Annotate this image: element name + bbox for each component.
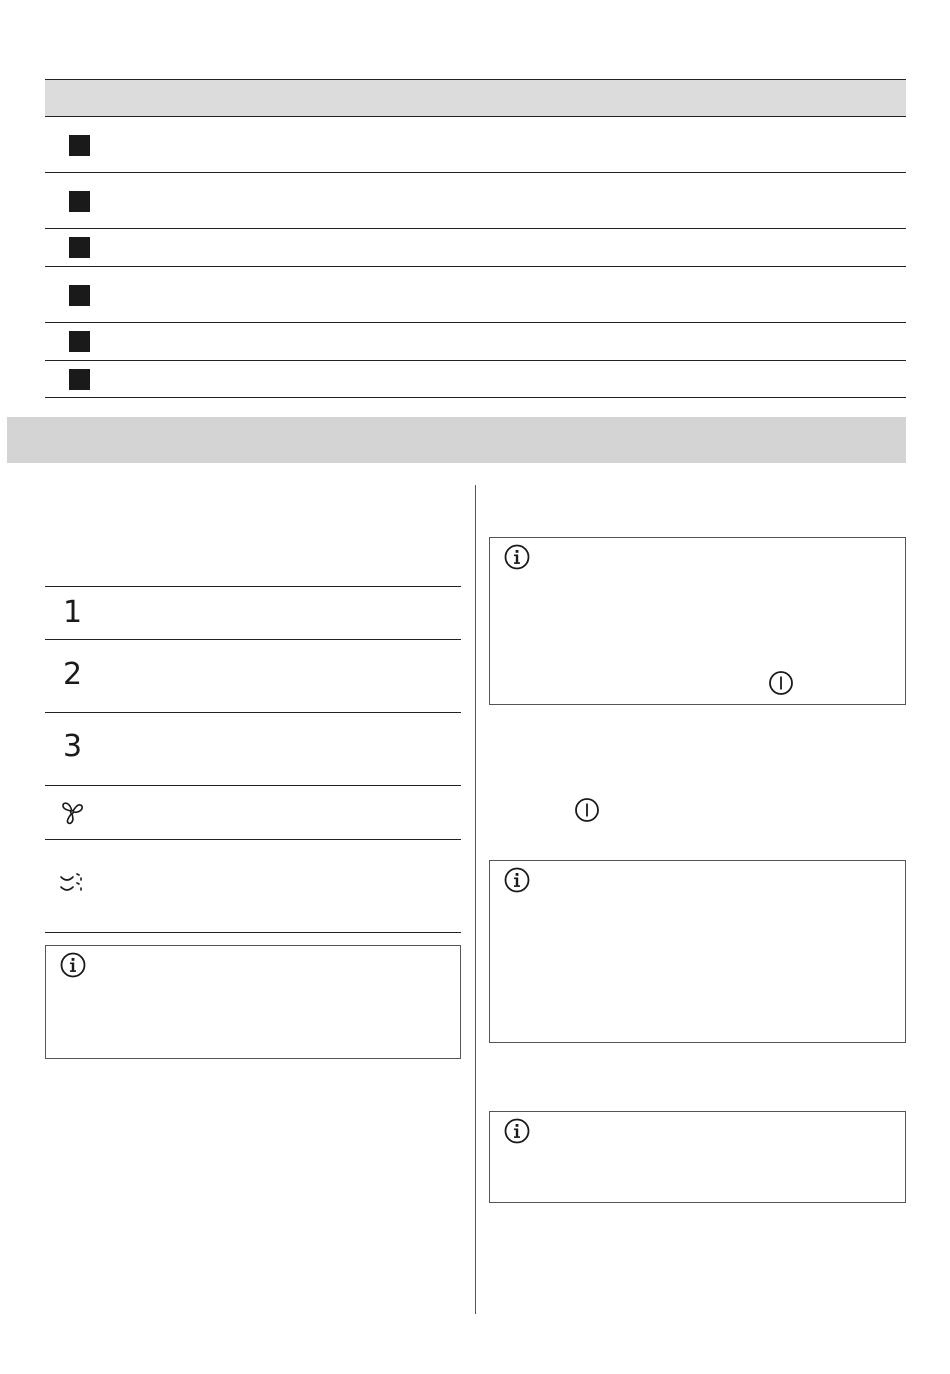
table-row bbox=[45, 267, 906, 323]
column-divider bbox=[475, 485, 476, 1314]
info-note-box bbox=[489, 537, 906, 705]
info-icon bbox=[504, 544, 530, 570]
symbols-table bbox=[45, 586, 461, 933]
table-row bbox=[45, 713, 461, 786]
table-row bbox=[45, 361, 906, 398]
level-number: 1 bbox=[63, 595, 83, 630]
top-table bbox=[45, 79, 906, 398]
table-row bbox=[45, 173, 906, 229]
info-icon bbox=[504, 867, 530, 893]
info-icon bbox=[504, 1118, 530, 1144]
table-row bbox=[45, 117, 906, 173]
info-icon bbox=[60, 952, 86, 978]
table-row bbox=[45, 323, 906, 361]
table-row bbox=[45, 640, 461, 713]
table-row bbox=[45, 587, 461, 640]
square-marker-icon bbox=[69, 191, 90, 212]
square-marker-icon bbox=[69, 369, 90, 390]
power-icon bbox=[768, 670, 794, 696]
table-row bbox=[45, 840, 461, 933]
top-table-header bbox=[45, 79, 906, 117]
info-note-box bbox=[489, 860, 906, 1043]
square-marker-icon bbox=[69, 285, 90, 306]
square-marker-icon bbox=[69, 331, 90, 352]
section-heading-bar bbox=[7, 417, 906, 463]
fan-icon bbox=[59, 800, 85, 826]
power-icon bbox=[574, 797, 600, 823]
heat-waves-icon bbox=[59, 871, 87, 897]
table-row bbox=[45, 786, 461, 840]
level-number: 2 bbox=[63, 657, 83, 692]
info-note-box bbox=[45, 945, 461, 1059]
level-number: 3 bbox=[63, 729, 83, 764]
table-row bbox=[45, 229, 906, 267]
info-note-box bbox=[489, 1111, 906, 1203]
square-marker-icon bbox=[69, 135, 90, 156]
square-marker-icon bbox=[69, 237, 90, 258]
